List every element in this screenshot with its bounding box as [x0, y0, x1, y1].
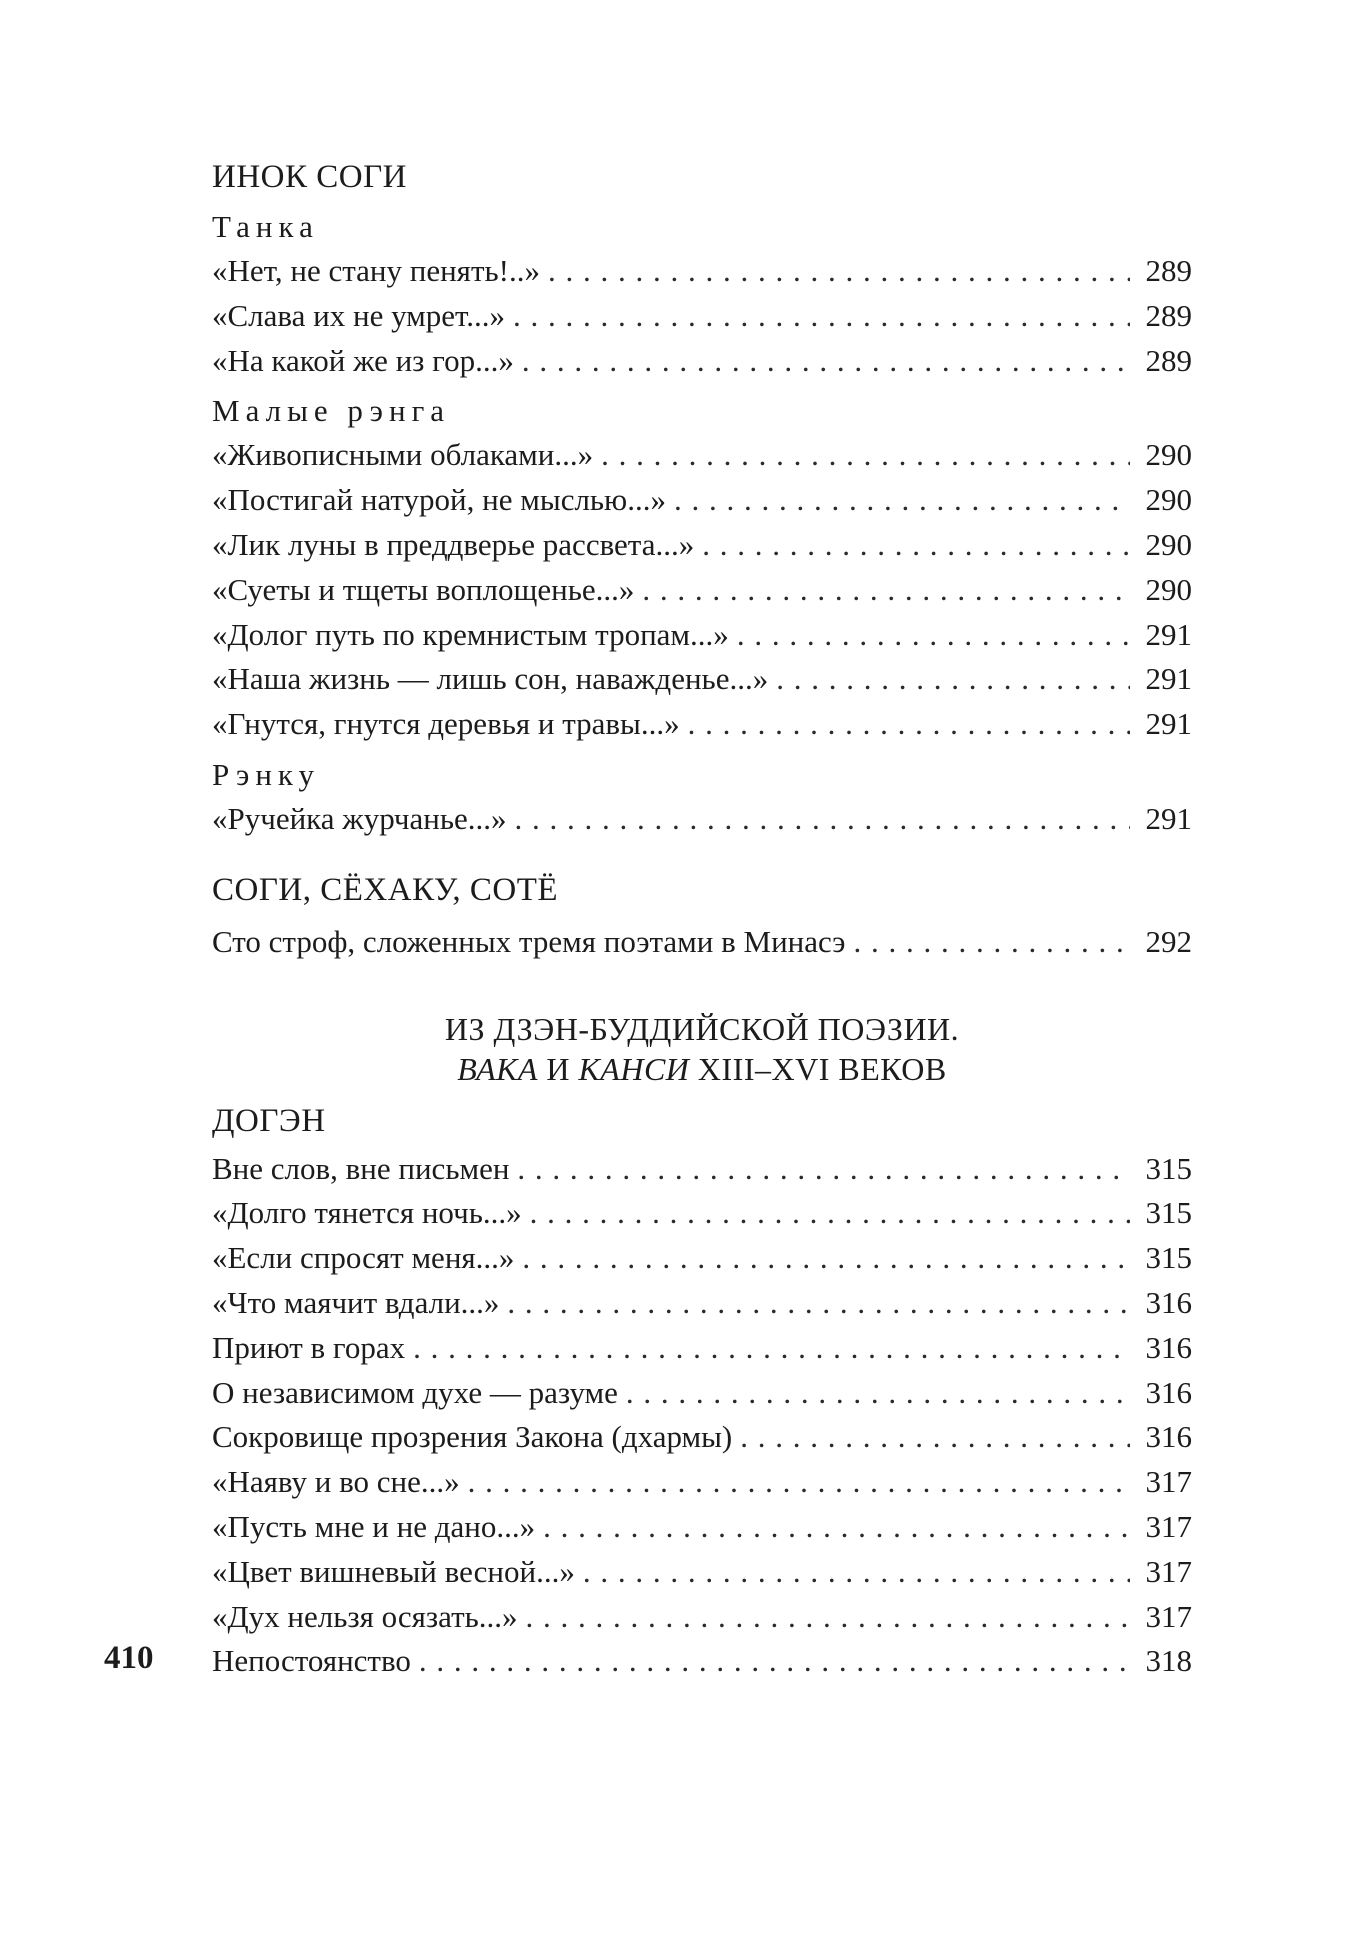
entry-title: «Гнутся, гнутся деревья и травы...»: [212, 706, 680, 742]
author-heading: СОГИ, СЁХАКУ, СОТЁ: [212, 871, 559, 908]
genre-heading: Танка: [212, 209, 319, 244]
toc-entry: [212, 1326, 1192, 1371]
dot-leader: [853, 920, 1130, 965]
entry-page: 292: [1145, 923, 1192, 959]
entry-page: 316: [1145, 1329, 1192, 1365]
toc-entry: [212, 294, 1192, 339]
dot-leader: [413, 1326, 1130, 1371]
entry-title: «Нет, не стану пенять!..»: [212, 253, 540, 288]
entry-page: 290: [1145, 526, 1192, 562]
entry-title: «Что маячит вдали...»: [212, 1284, 500, 1320]
entry-title: «Дух нельзя осязать...»: [212, 1598, 518, 1634]
dot-leader: [507, 1281, 1130, 1326]
entry-page: 289: [1145, 297, 1192, 333]
entry-page: 290: [1145, 482, 1192, 518]
toc-column: [212, 155, 1192, 1684]
toc-entry: [212, 478, 1192, 523]
dot-leader: [702, 523, 1130, 568]
page-number: 410: [104, 1640, 154, 1676]
section-heading-conj: И: [537, 1050, 579, 1087]
entry-page: 291: [1145, 661, 1192, 697]
entry-title: «Наша жизнь — лишь сон, наважденье...»: [212, 661, 769, 697]
dot-leader: [543, 1505, 1130, 1550]
entry-page: 317: [1145, 1508, 1192, 1544]
author-heading: ДОГЭН: [212, 1102, 326, 1139]
entry-title: «Наяву и во сне...»: [212, 1464, 460, 1500]
dot-leader: [526, 1595, 1130, 1640]
dot-leader: [522, 1236, 1130, 1281]
section-heading: [212, 1009, 1192, 1089]
toc-entry: [212, 433, 1192, 478]
toc-entry: [212, 657, 1192, 702]
entry-title: О независимом духе — разуме: [212, 1374, 618, 1410]
toc-entry: [212, 523, 1192, 568]
entry-title: «На какой же из гор...»: [212, 342, 514, 378]
entry-page: 317: [1145, 1598, 1192, 1634]
dot-leader: [626, 1371, 1130, 1416]
entry-page: 315: [1145, 1150, 1192, 1186]
toc-entry: [212, 339, 1192, 384]
entry-title: «Пусть мне и не дано...»: [212, 1508, 536, 1544]
entry-page: 291: [1145, 800, 1192, 836]
toc-entry: [212, 613, 1192, 658]
toc-entry: [212, 249, 1192, 294]
toc-entry: [212, 1236, 1192, 1281]
toc-entry: [212, 1281, 1192, 1326]
toc-entry: [212, 1595, 1192, 1640]
dot-leader: [522, 339, 1130, 384]
section-heading-vaka: ВАКА: [457, 1050, 538, 1087]
dot-leader: [776, 657, 1130, 702]
dot-leader: [737, 613, 1130, 658]
section-heading-rest: XIII–XVI ВЕКОВ: [689, 1050, 947, 1087]
entry-page: 316: [1145, 1419, 1192, 1455]
toc-entry: [212, 1191, 1192, 1236]
entry-page: 315: [1145, 1240, 1192, 1276]
entry-title: Непостоянство: [212, 1643, 411, 1679]
toc-entry: [212, 568, 1192, 613]
entry-page: 317: [1145, 1464, 1192, 1500]
entry-title: Сто строф, сложенных тремя поэтами в Минасэ: [212, 923, 846, 959]
dot-leader: [530, 1191, 1130, 1236]
dot-leader: [548, 249, 1130, 294]
entry-title: «Суеты и тщеты воплощенье...»: [212, 571, 635, 607]
entry-page: 316: [1145, 1374, 1192, 1410]
entry-title: «Долго тянется ночь...»: [212, 1195, 522, 1231]
dot-leader: [740, 1415, 1130, 1460]
dot-leader: [513, 294, 1130, 339]
entry-page: 316: [1145, 1284, 1192, 1320]
entry-page: 315: [1145, 1195, 1192, 1231]
entry-title: «Лик луны в преддверье рассвета...»: [212, 526, 695, 562]
entry-title: «Если спросят меня...»: [212, 1240, 515, 1276]
section-heading-line1: ИЗ ДЗЭН-БУДДИЙСКОЙ ПОЭЗИИ.: [444, 1010, 960, 1047]
toc-entry: [212, 920, 1192, 965]
dot-leader: [642, 568, 1130, 613]
entry-title: Приют в горах: [212, 1329, 406, 1365]
genre-heading: Рэнку: [212, 756, 321, 792]
dot-leader: [515, 797, 1130, 842]
toc-entry: [212, 702, 1192, 747]
entry-page: 291: [1145, 616, 1192, 652]
dot-leader: [601, 433, 1130, 478]
entry-page: 290: [1145, 437, 1192, 473]
entry-title: «Долог путь по кремнистым тропам...»: [212, 616, 729, 652]
author-heading: ИНОК СОГИ: [212, 159, 408, 195]
dot-leader: [419, 1639, 1130, 1684]
genre-heading: Малые рэнга: [212, 393, 451, 429]
entry-title: «Слава их не умрет...»: [212, 297, 506, 333]
entry-page: 291: [1145, 706, 1192, 742]
section-heading-line2: [212, 1049, 1192, 1089]
toc-entry: [212, 1460, 1192, 1505]
entry-title: «Постигай натурой, не мыслью...»: [212, 482, 666, 518]
toc-entry: [212, 1371, 1192, 1416]
entry-page: 290: [1145, 571, 1192, 607]
dot-leader: [517, 1147, 1130, 1192]
entry-title: Сокровище прозрения Закона (дхармы): [212, 1419, 733, 1455]
toc-entry: [212, 1147, 1192, 1192]
dot-leader: [468, 1460, 1130, 1505]
entry-page: 289: [1145, 253, 1192, 288]
toc-entry: [212, 797, 1192, 842]
section-heading-kansi: КАНСИ: [578, 1050, 690, 1087]
toc-entry: [212, 1550, 1192, 1595]
entry-title: «Цвет вишневый весной...»: [212, 1553, 575, 1589]
dot-leader: [674, 478, 1130, 523]
entry-page: 289: [1145, 342, 1192, 378]
entry-title: Вне слов, вне письмен: [212, 1150, 510, 1186]
toc-entry: [212, 1415, 1192, 1460]
dot-leader: [688, 702, 1130, 747]
entry-page: 318: [1145, 1643, 1192, 1679]
toc-entry: [212, 1639, 1192, 1684]
toc-entry: [212, 1505, 1192, 1550]
dot-leader: [583, 1550, 1130, 1595]
entry-title: «Живописными облаками...»: [212, 437, 594, 473]
entry-page: 317: [1145, 1553, 1192, 1589]
entry-title: «Ручейка журчанье...»: [212, 800, 507, 836]
